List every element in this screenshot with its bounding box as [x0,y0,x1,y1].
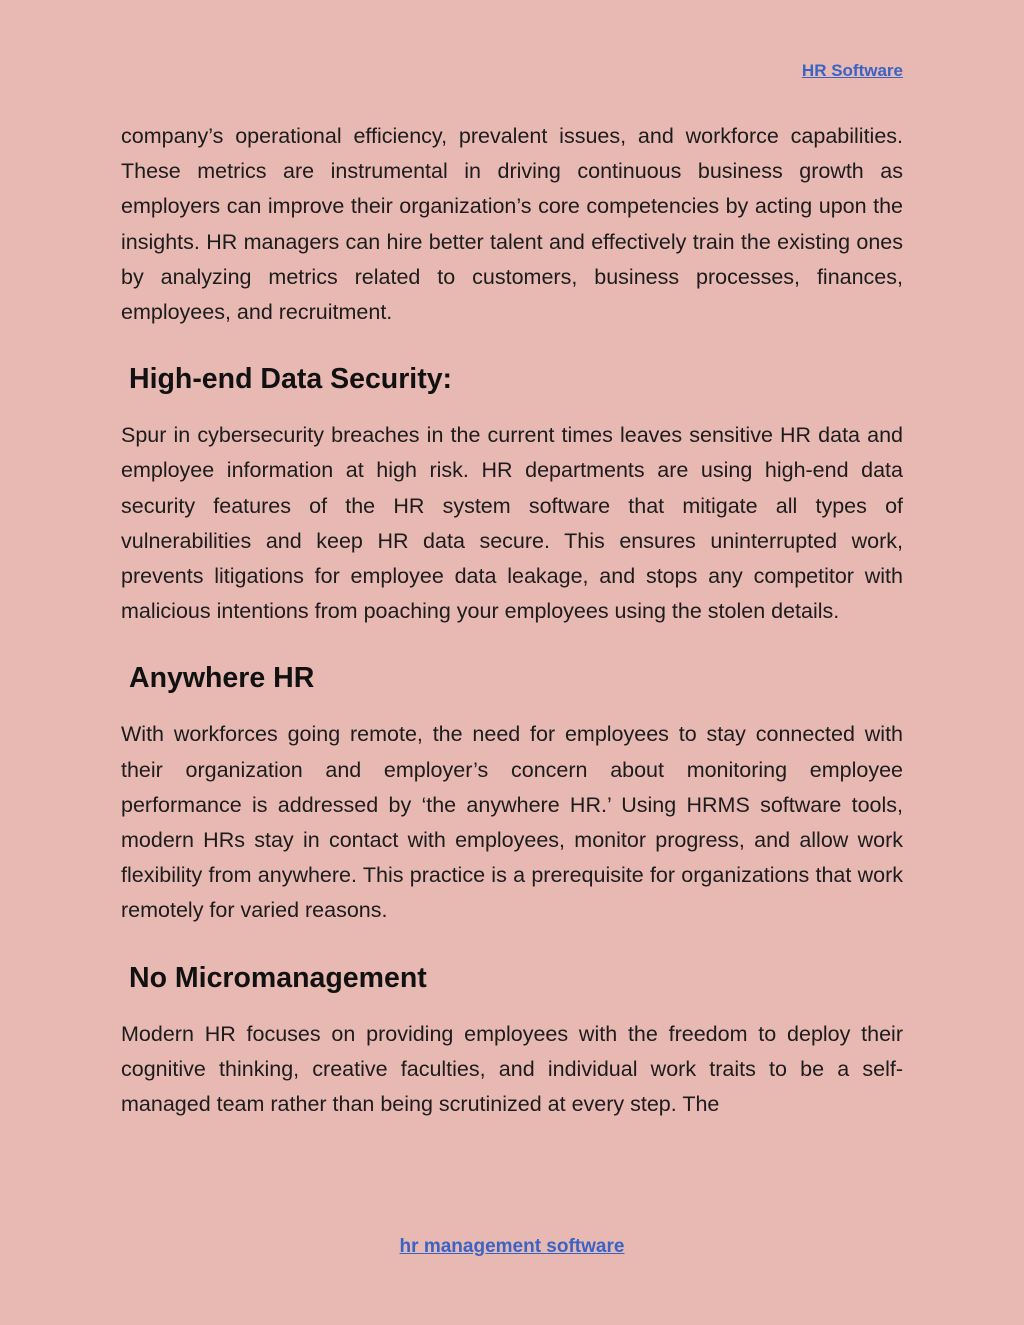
section-paragraph-anywhere-hr: With workforces going remote, the need for employees to stay connected with their organization and employer’s concern about monitoring employee performance is addressed by ‘the anywhere HR.’ Using HRMS software tools, modern HRs stay in contact with employees, monitor progress, and allow work flexibility from anywhere. This practice is a prerequisite for organizations that work remotely for varied reasons. [121,722,903,923]
section-heading-anywhere-hr: Anywhere HR [129,662,315,695]
section-paragraph-no-micromanagement: Modern HR focuses on providing employees with the freedom to deploy their cognitive thinking, creative faculties, and individual work traits to be a self-managed team rather than being scrutinized at every step. The [121,1021,903,1117]
document-body [121,119,903,1122]
intro-paragraph: company’s operational efficiency, prevalent issues, and workforce capabilities. These metrics are instrumental in driving continuous business growth as employers can improve their organization’s core competencies by acting upon the insights. HR managers can hire better talent and effectively train the existing ones by analyzing metrics related to customers, business processes, finances, employees, and recruitment. [121,124,903,325]
section-paragraph-security: Spur in cybersecurity breaches in the current times leaves sensitive HR data and employee information at high risk. HR departments are using high-end data security features of the HR system software that mitigate all types of vulnerabilities and keep HR data secure. This ensures uninterrupted work, prevents litigations for employee data leakage, and stops any competitor with malicious intentions from poaching your employees using the stolen details. [121,423,903,624]
hr-management-software-link[interactable]: hr management software [399,1236,625,1257]
section-heading-security: High-end Data Security: [129,363,453,396]
section-heading-no-micromanagement: No Micromanagement [129,961,427,994]
hr-software-link[interactable]: HR Software [801,61,903,80]
